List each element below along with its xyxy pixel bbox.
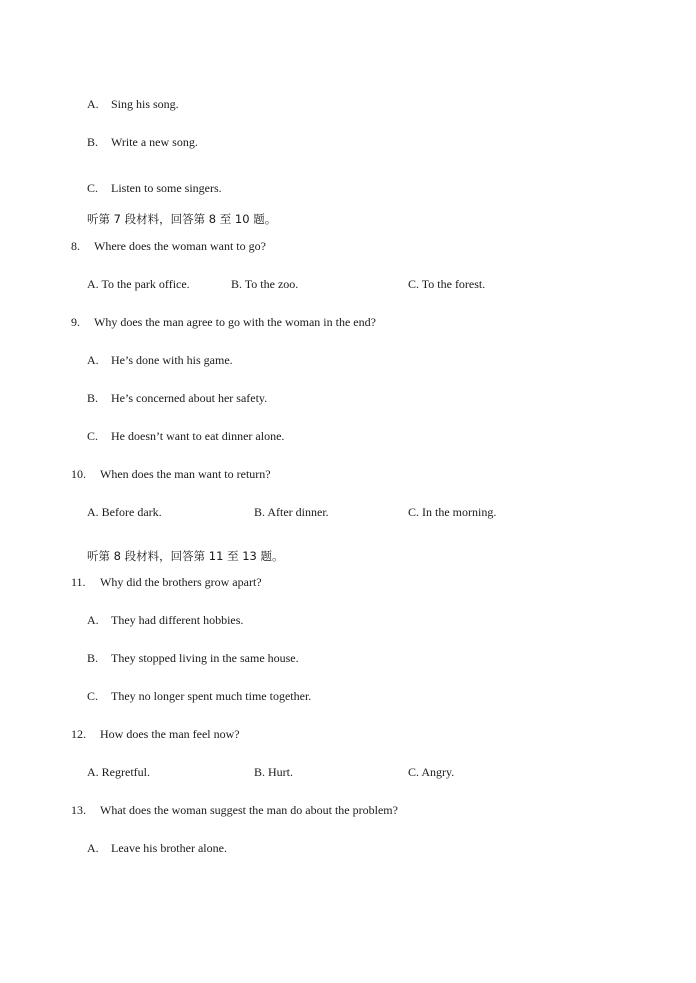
section-7-heading: 听第 7 段材料，回答第 8 至 10 题。 — [87, 212, 277, 226]
option-text: They no longer spent much time together. — [111, 689, 312, 703]
option-letter: A. — [87, 353, 99, 367]
q11-option-c — [87, 688, 311, 704]
question-text: When does the man want to return? — [100, 467, 271, 481]
option-text: Leave his brother alone. — [111, 841, 227, 855]
q8-option-b: B. To the zoo. — [231, 277, 299, 291]
q9-option-b — [87, 390, 267, 406]
question-text: Where does the woman want to go? — [94, 239, 266, 253]
option-text: Sing his song. — [111, 97, 179, 111]
option-text: Listen to some singers. — [111, 181, 222, 195]
q7-option-c — [87, 180, 222, 196]
q7-option-a — [87, 96, 179, 112]
q10-option-a: A. Before dark. — [87, 505, 162, 519]
question-9 — [71, 314, 376, 330]
question-number: 8. — [71, 239, 80, 253]
question-8 — [71, 238, 266, 254]
option-text: Write a new song. — [111, 135, 198, 149]
q10-option-c: C. In the morning. — [408, 505, 497, 519]
question-12 — [71, 726, 240, 742]
section-8-heading: 听第 8 段材料，回答第 11 至 13 题。 — [87, 549, 284, 563]
question-number: 12. — [71, 727, 86, 741]
q9-option-c — [87, 428, 284, 444]
q8-option-a: A. To the park office. — [87, 277, 190, 291]
option-text: He’s concerned about her safety. — [111, 391, 268, 405]
option-letter: A. — [87, 841, 99, 855]
question-text: How does the man feel now? — [100, 727, 240, 741]
question-number: 9. — [71, 315, 80, 329]
option-letter: C. — [87, 689, 99, 703]
option-text: They had different hobbies. — [111, 613, 244, 627]
question-text: What does the woman suggest the man do about the problem? — [100, 803, 398, 817]
option-letter: B. — [87, 391, 99, 405]
option-letter: A. — [87, 613, 99, 627]
q12-option-a: A. Regretful. — [87, 765, 150, 779]
q9-option-a — [87, 352, 233, 368]
question-13 — [71, 802, 398, 818]
question-text: Why does the man agree to go with the woman in the end? — [94, 315, 376, 329]
option-text: He doesn’t want to eat dinner alone. — [111, 429, 285, 443]
question-number: 10. — [71, 467, 86, 481]
q11-option-b — [87, 650, 299, 666]
option-letter: B. — [87, 651, 99, 665]
option-letter: C. — [87, 429, 99, 443]
q11-option-a — [87, 612, 243, 628]
question-11 — [71, 574, 262, 590]
question-10 — [71, 466, 271, 482]
option-letter: B. — [87, 135, 99, 149]
q12-option-b: B. Hurt. — [254, 765, 293, 779]
question-number: 13. — [71, 803, 86, 817]
option-letter: A. — [87, 97, 99, 111]
option-text: He’s done with his game. — [111, 353, 233, 367]
question-text: Why did the brothers grow apart? — [100, 575, 262, 589]
q10-option-b: B. After dinner. — [254, 505, 329, 519]
q13-option-a — [87, 840, 227, 856]
question-number: 11. — [71, 575, 86, 589]
q7-option-b — [87, 134, 198, 150]
q12-option-c: C. Angry. — [408, 765, 455, 779]
option-text: They stopped living in the same house. — [111, 651, 299, 665]
q8-option-c: C. To the forest. — [408, 277, 486, 291]
option-letter: C. — [87, 181, 99, 195]
